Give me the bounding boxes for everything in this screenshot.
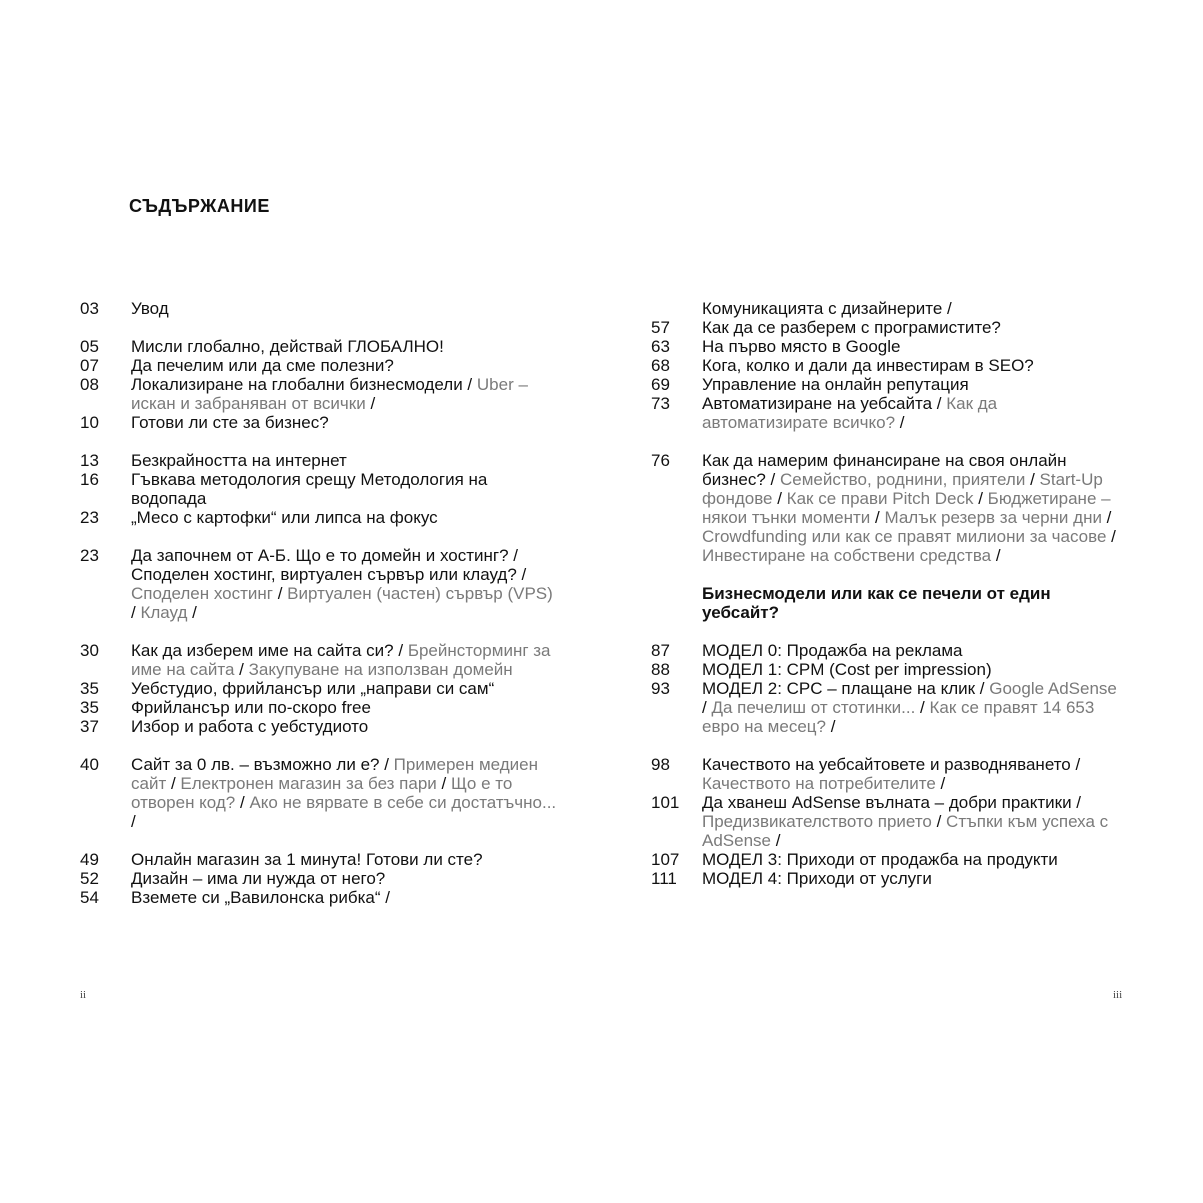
toc-entry-title xyxy=(131,888,560,907)
toc-page-number: 52 xyxy=(80,869,99,888)
toc-chapter: МОДЕЛ 4: Приходи от услуги xyxy=(702,869,932,888)
toc-chapter: МОДЕЛ 3: Приходи от продажба на продукти xyxy=(702,850,1058,869)
toc-group xyxy=(80,755,560,831)
toc-page-number: 87 xyxy=(651,641,670,660)
toc-subsection: Как се правят 14 653 евро на месец? xyxy=(702,698,1095,736)
toc-page-number: 69 xyxy=(651,375,670,394)
toc-chapter: Мисли глобално, действай ГЛОБАЛНО! xyxy=(131,337,444,356)
toc-page-number: 07 xyxy=(80,356,99,375)
toc-chapter: Да започнем от А-Б. Що е то домейн и хостинг? / Споделен хостинг, виртуален сървър или клауд? / xyxy=(131,546,527,584)
toc-group xyxy=(651,451,1121,565)
toc-subsection: Семейство, роднини, приятели xyxy=(780,470,1026,489)
toc-chapter: / xyxy=(1025,470,1040,489)
page-number-right: iii xyxy=(1113,989,1123,1001)
toc-page-number: 63 xyxy=(651,337,670,356)
toc-entry-title xyxy=(702,679,1121,736)
toc-right-column xyxy=(651,299,1121,888)
toc-chapter: Онлайн магазин за 1 минута! Готови ли сте? xyxy=(131,850,483,869)
toc-group xyxy=(80,451,560,527)
toc-chapter: / xyxy=(1101,508,1112,527)
toc-chapter: / xyxy=(365,394,376,413)
toc-chapter: Готови ли сте за бизнес? xyxy=(131,413,329,432)
toc-chapter: Безкрайността на интернет xyxy=(131,451,347,470)
toc-subsection: Клауд xyxy=(140,603,188,622)
toc-entry[interactable] xyxy=(80,470,560,508)
toc-chapter: / xyxy=(935,774,946,793)
toc-group xyxy=(80,641,560,736)
toc-entry-title xyxy=(131,717,560,736)
toc-subsection: Предизвикателството прието xyxy=(702,812,932,831)
toc-chapter: / xyxy=(825,717,836,736)
toc-group xyxy=(651,641,1121,736)
toc-entry-title xyxy=(702,793,1121,850)
toc-page-number: 93 xyxy=(651,679,670,698)
toc-entry[interactable] xyxy=(80,508,560,527)
toc-entry[interactable] xyxy=(80,546,560,622)
toc-subsection: Малък резерв за черни дни xyxy=(884,508,1102,527)
toc-chapter: Сайт за 0 лв. – възможно ли е? / xyxy=(131,755,394,774)
toc-chapter: Избор и работа с уебстудиото xyxy=(131,717,369,736)
section-subheading: Бизнесмодели или как се печели от един уебсайт? xyxy=(702,584,1051,622)
toc-entry[interactable] xyxy=(651,318,1121,337)
toc-page-number: 16 xyxy=(80,470,99,489)
toc-page-number: 08 xyxy=(80,375,99,394)
toc-entry-title xyxy=(702,869,1121,888)
toc-chapter: / xyxy=(1106,527,1116,546)
toc-chapter: Увод xyxy=(131,299,169,318)
toc-entry[interactable] xyxy=(651,337,1121,356)
toc-group xyxy=(651,299,1121,432)
toc-subsection: Споделен хостинг xyxy=(131,584,273,603)
toc-entry-title xyxy=(131,641,560,679)
toc-entry[interactable] xyxy=(651,299,1121,318)
toc-chapter: / xyxy=(895,413,905,432)
toc-chapter: / xyxy=(702,698,712,717)
toc-group xyxy=(80,299,560,318)
toc-subsection: Start-Up фондове xyxy=(702,470,1103,508)
toc-page-number: 88 xyxy=(651,660,670,679)
toc-entry[interactable] xyxy=(80,679,560,698)
toc-entry-title xyxy=(131,850,560,869)
toc-page-number: 73 xyxy=(651,394,670,413)
toc-entry[interactable] xyxy=(80,698,560,717)
toc-chapter: Вземете си „Вавилонска рибка“ / xyxy=(131,888,390,907)
toc-entry[interactable] xyxy=(651,850,1121,869)
toc-subsection: Качеството на потребителите xyxy=(702,774,936,793)
toc-page-number: 23 xyxy=(80,508,99,527)
toc-chapter: / xyxy=(166,774,181,793)
toc-chapter: МОДЕЛ 2: CPC – плащане на клик / xyxy=(702,679,990,698)
toc-chapter: / xyxy=(273,584,288,603)
toc-entry-title xyxy=(702,356,1121,375)
toc-entry[interactable] xyxy=(651,679,1121,736)
toc-chapter: На първо място в Google xyxy=(702,337,901,356)
toc-subsection: Примерен медиен сайт xyxy=(131,755,539,793)
toc-chapter: Гъвкава методология срещу Методология на водопада xyxy=(131,470,488,508)
toc-entry-title xyxy=(702,375,1121,394)
toc-entry[interactable] xyxy=(80,337,560,356)
toc-entry-title xyxy=(131,375,560,413)
toc-entry[interactable] xyxy=(651,394,1121,432)
toc-subsection: Стъпки към успеха с AdSense xyxy=(702,812,1109,850)
toc-chapter: / xyxy=(973,489,988,508)
toc-page-number: 13 xyxy=(80,451,99,470)
toc-entry-title xyxy=(131,299,560,318)
toc-entry[interactable] xyxy=(80,641,560,679)
toc-page-number: 35 xyxy=(80,698,99,717)
toc-entry-title xyxy=(131,451,560,470)
toc-chapter: Как да намерим финансиране на своя онлайн бизнес? / xyxy=(702,451,1067,489)
toc-entry[interactable] xyxy=(651,451,1121,565)
toc-subsection: Бюджетиране – някои тънки моменти xyxy=(702,489,1111,527)
toc-page-number: 101 xyxy=(651,793,680,812)
toc-chapter: МОДЕЛ 1: CPM (Cost per impression) xyxy=(702,660,992,679)
toc-page-number: 10 xyxy=(80,413,99,432)
toc-page-number: 68 xyxy=(651,356,670,375)
toc-page-number: 40 xyxy=(80,755,99,774)
toc-page-number: 57 xyxy=(651,318,670,337)
toc-entry-title xyxy=(702,641,1121,660)
toc-entry[interactable] xyxy=(80,356,560,375)
toc-entry[interactable] xyxy=(651,375,1121,394)
toc-subsection: Crowdfunding или как се правят милиони за часове xyxy=(702,527,1107,546)
toc-entry[interactable] xyxy=(80,717,560,736)
toc-chapter: Кога, колко и дали да инвестирам в SEO? xyxy=(702,356,1034,375)
toc-chapter: / xyxy=(870,508,885,527)
toc-page-number: 30 xyxy=(80,641,99,660)
toc-chapter: / xyxy=(991,546,1001,565)
toc-page-number: 03 xyxy=(80,299,99,318)
toc-subsection: Закупуване на използван домейн xyxy=(248,660,513,679)
toc-subsection: Електронен магазин за без пари xyxy=(180,774,437,793)
toc-chapter: / xyxy=(436,774,451,793)
toc-chapter: / xyxy=(131,603,141,622)
toc-entry[interactable] xyxy=(80,451,560,470)
toc-group xyxy=(651,584,1121,622)
toc-entry[interactable] xyxy=(80,888,560,907)
toc-entry[interactable] xyxy=(80,869,560,888)
toc-chapter: / xyxy=(772,489,787,508)
toc-chapter: / xyxy=(931,812,947,831)
toc-page-number: 05 xyxy=(80,337,99,356)
toc-page-number: 54 xyxy=(80,888,99,907)
toc-chapter: / xyxy=(235,793,250,812)
toc-entry[interactable] xyxy=(80,413,560,432)
toc-chapter: / xyxy=(187,603,197,622)
toc-entry-title xyxy=(131,508,560,527)
toc-entry-title xyxy=(131,546,560,622)
toc-entry-title xyxy=(131,679,560,698)
toc-subsection: Как да автоматизирате всичко? xyxy=(702,394,998,432)
toc-chapter: Уебстудио, фрийлансър или „направи си сам“ xyxy=(131,679,495,698)
toc-chapter: „Месо с картофки“ или липса на фокус xyxy=(131,508,438,527)
toc-page-number: 98 xyxy=(651,755,670,774)
toc-left-column xyxy=(80,299,560,907)
toc-page-number: 23 xyxy=(80,546,99,565)
toc-entry-title xyxy=(702,451,1121,565)
toc-chapter: Дизайн – има ли нужда от него? xyxy=(131,869,386,888)
toc-chapter: Да хванеш AdSense вълната – добри практики / xyxy=(702,793,1082,812)
toc-chapter: МОДЕЛ 0: Продажба на реклама xyxy=(702,641,963,660)
page-number-left: ii xyxy=(80,989,87,1001)
toc-entry-title xyxy=(702,850,1121,869)
toc-chapter: Как да изберем име на сайта си? / xyxy=(131,641,408,660)
toc-entry-title xyxy=(131,755,560,831)
toc-subsection: Ако не вярвате в себе си достатъчно... xyxy=(249,793,557,812)
toc-subsection: Uber – искан и забраняван от всички xyxy=(131,375,528,413)
toc-entry[interactable] xyxy=(651,869,1121,888)
toc-entry[interactable] xyxy=(80,755,560,831)
toc-entry[interactable] xyxy=(651,793,1121,850)
toc-entry-title xyxy=(702,660,1121,679)
toc-chapter: Автоматизиране на уебсайта / xyxy=(702,394,947,413)
toc-chapter: Управление на онлайн репутация xyxy=(702,375,969,394)
toc-subsection: Как се прави Pitch Deck xyxy=(786,489,974,508)
toc-entry-title xyxy=(131,413,560,432)
toc-entry-title xyxy=(702,394,1121,432)
toc-chapter: / xyxy=(771,831,781,850)
toc-group xyxy=(80,546,560,622)
toc-entry[interactable] xyxy=(651,660,1121,679)
toc-chapter: Фрийлансър или по-скоро free xyxy=(131,698,371,717)
toc-group xyxy=(80,850,560,907)
toc-entry[interactable] xyxy=(651,356,1121,375)
toc-entry-title xyxy=(702,337,1121,356)
toc-page-number: 111 xyxy=(651,869,677,888)
toc-subsection: Виртуален (частен) сървър (VPS) xyxy=(287,584,553,603)
toc-subsection: Инвестиране на собствени средства xyxy=(702,546,992,565)
toc-entry-title xyxy=(131,698,560,717)
toc-entry-title xyxy=(702,318,1121,337)
toc-page-number: 37 xyxy=(80,717,99,736)
toc-entry-title xyxy=(131,869,560,888)
toc-subsection: Да печелиш от стотинки... xyxy=(711,698,916,717)
toc-chapter: / xyxy=(915,698,930,717)
toc-page-number: 76 xyxy=(651,451,670,470)
toc-entry[interactable] xyxy=(80,850,560,869)
toc-chapter: Комуникацията с дизайнерите / xyxy=(702,299,952,318)
toc-page-number: 107 xyxy=(651,850,680,869)
page-title: СЪДЪРЖАНИЕ xyxy=(129,196,270,216)
toc-entry-title xyxy=(131,470,560,508)
toc-entry[interactable] xyxy=(80,375,560,413)
toc-entry[interactable] xyxy=(651,755,1121,793)
toc-entry[interactable] xyxy=(80,299,560,318)
toc-page-number: 35 xyxy=(80,679,99,698)
toc-group xyxy=(651,755,1121,888)
toc-group xyxy=(80,337,560,432)
toc-chapter: Как да се разберем с програмистите? xyxy=(702,318,1001,337)
toc-entry[interactable] xyxy=(651,641,1121,660)
toc-entry-title xyxy=(131,337,560,356)
toc-entry-title xyxy=(702,755,1121,793)
toc-subsection: Що е то отворен код? xyxy=(131,774,513,812)
toc-page-number: 49 xyxy=(80,850,99,869)
toc-entry-title xyxy=(702,299,1121,318)
toc-chapter: Качеството на уебсайтовете и разводняването / xyxy=(702,755,1081,774)
toc-chapter: Локализиране на глобални бизнесмодели / xyxy=(131,375,477,394)
toc-subsection: Google AdSense xyxy=(989,679,1117,698)
toc-subsection: Брейнсторминг за име на сайта xyxy=(131,641,551,679)
toc-chapter: / xyxy=(234,660,249,679)
toc-chapter: Да печелим или да сме полезни? xyxy=(131,356,394,375)
toc-entry-title xyxy=(131,356,560,375)
toc-chapter: / xyxy=(131,812,136,831)
